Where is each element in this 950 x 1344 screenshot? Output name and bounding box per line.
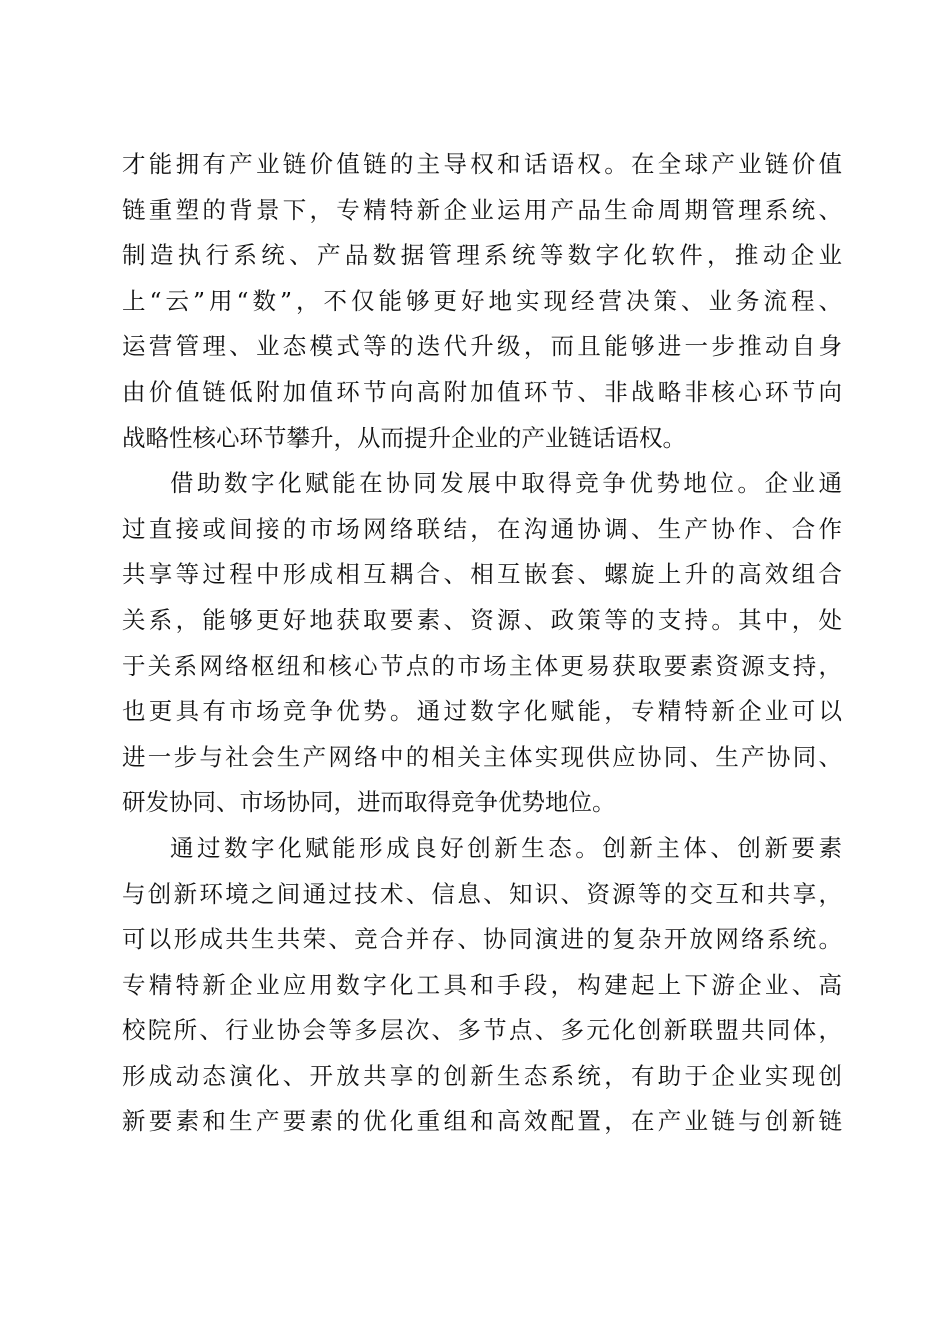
- paragraph-2-line-4: 关系，能够更好地获取要素、资源、政策等的支持。其中，处: [122, 605, 842, 634]
- body-text: [122, 142, 842, 1145]
- paragraph-2-line-1: 借助数字化赋能在协同发展中取得竞争优势地位。企业通: [170, 469, 842, 498]
- paragraph-1-line-5: 运营管理、业态模式等的迭代升级，而且能够进一步推动自身: [122, 332, 842, 361]
- paragraph-3-line-6: 形成动态演化、开放共享的创新生态系统，有助于企业实现创: [122, 1061, 842, 1090]
- paragraph-3-line-2: 与创新环境之间通过技术、信息、知识、资源等的交互和共享，: [122, 879, 842, 908]
- paragraph-3-line-7: 新要素和生产要素的优化重组和高效配置，在产业链与创新链: [122, 1107, 842, 1136]
- paragraph-3-line-1: 通过数字化赋能形成良好创新生态。创新主体、创新要素: [170, 833, 842, 862]
- paragraph-1-line-2: 链重塑的背景下，专精特新企业运用产品生命周期管理系统、: [122, 195, 842, 224]
- paragraph-1-line-3: 制造执行系统、产品数据管理系统等数字化软件，推动企业: [122, 241, 842, 270]
- paragraph-1-line-1: 才能拥有产业链价值链的主导权和话语权。在全球产业链价值: [122, 150, 842, 178]
- paragraph-1-line-6: 由价值链低附加值环节向高附加值环节、非战略非核心环节向: [122, 377, 842, 406]
- paragraph-2-line-6: 也更具有市场竞争优势。通过数字化赋能，专精特新企业可以: [122, 697, 842, 726]
- paragraph-2-line-7: 进一步与社会生产网络中的相关主体实现供应协同、生产协同、: [122, 742, 842, 771]
- paragraph-1-line-7: 战略性核心环节攀升，从而提升企业的产业链话语权。: [122, 423, 686, 452]
- paragraph-3-line-3: 可以形成共生共荣、竞合并存、协同演进的复杂开放网络系统。: [122, 925, 842, 954]
- paragraph-2-line-5: 于关系网络枢纽和核心节点的市场主体更易获取要素资源支持，: [122, 651, 842, 680]
- paragraph-3-line-4: 专精特新企业应用数字化工具和手段，构建起上下游企业、高: [122, 970, 842, 999]
- paragraph-1-line-4: 上“云”用“数”，不仅能够更好地实现经营决策、业务流程、: [122, 286, 842, 315]
- paragraph-2-line-2: 过直接或间接的市场网络联结，在沟通协调、生产协作、合作: [122, 514, 842, 543]
- paragraph-2-line-3: 共享等过程中形成相互耦合、相互嵌套、螺旋上升的高效组合: [122, 560, 842, 589]
- paragraph-2-line-8: 研发协同、市场协同，进而取得竞争优势地位。: [122, 788, 616, 817]
- paragraph-3-line-5: 校院所、行业协会等多层次、多节点、多元化创新联盟共同体，: [122, 1016, 842, 1045]
